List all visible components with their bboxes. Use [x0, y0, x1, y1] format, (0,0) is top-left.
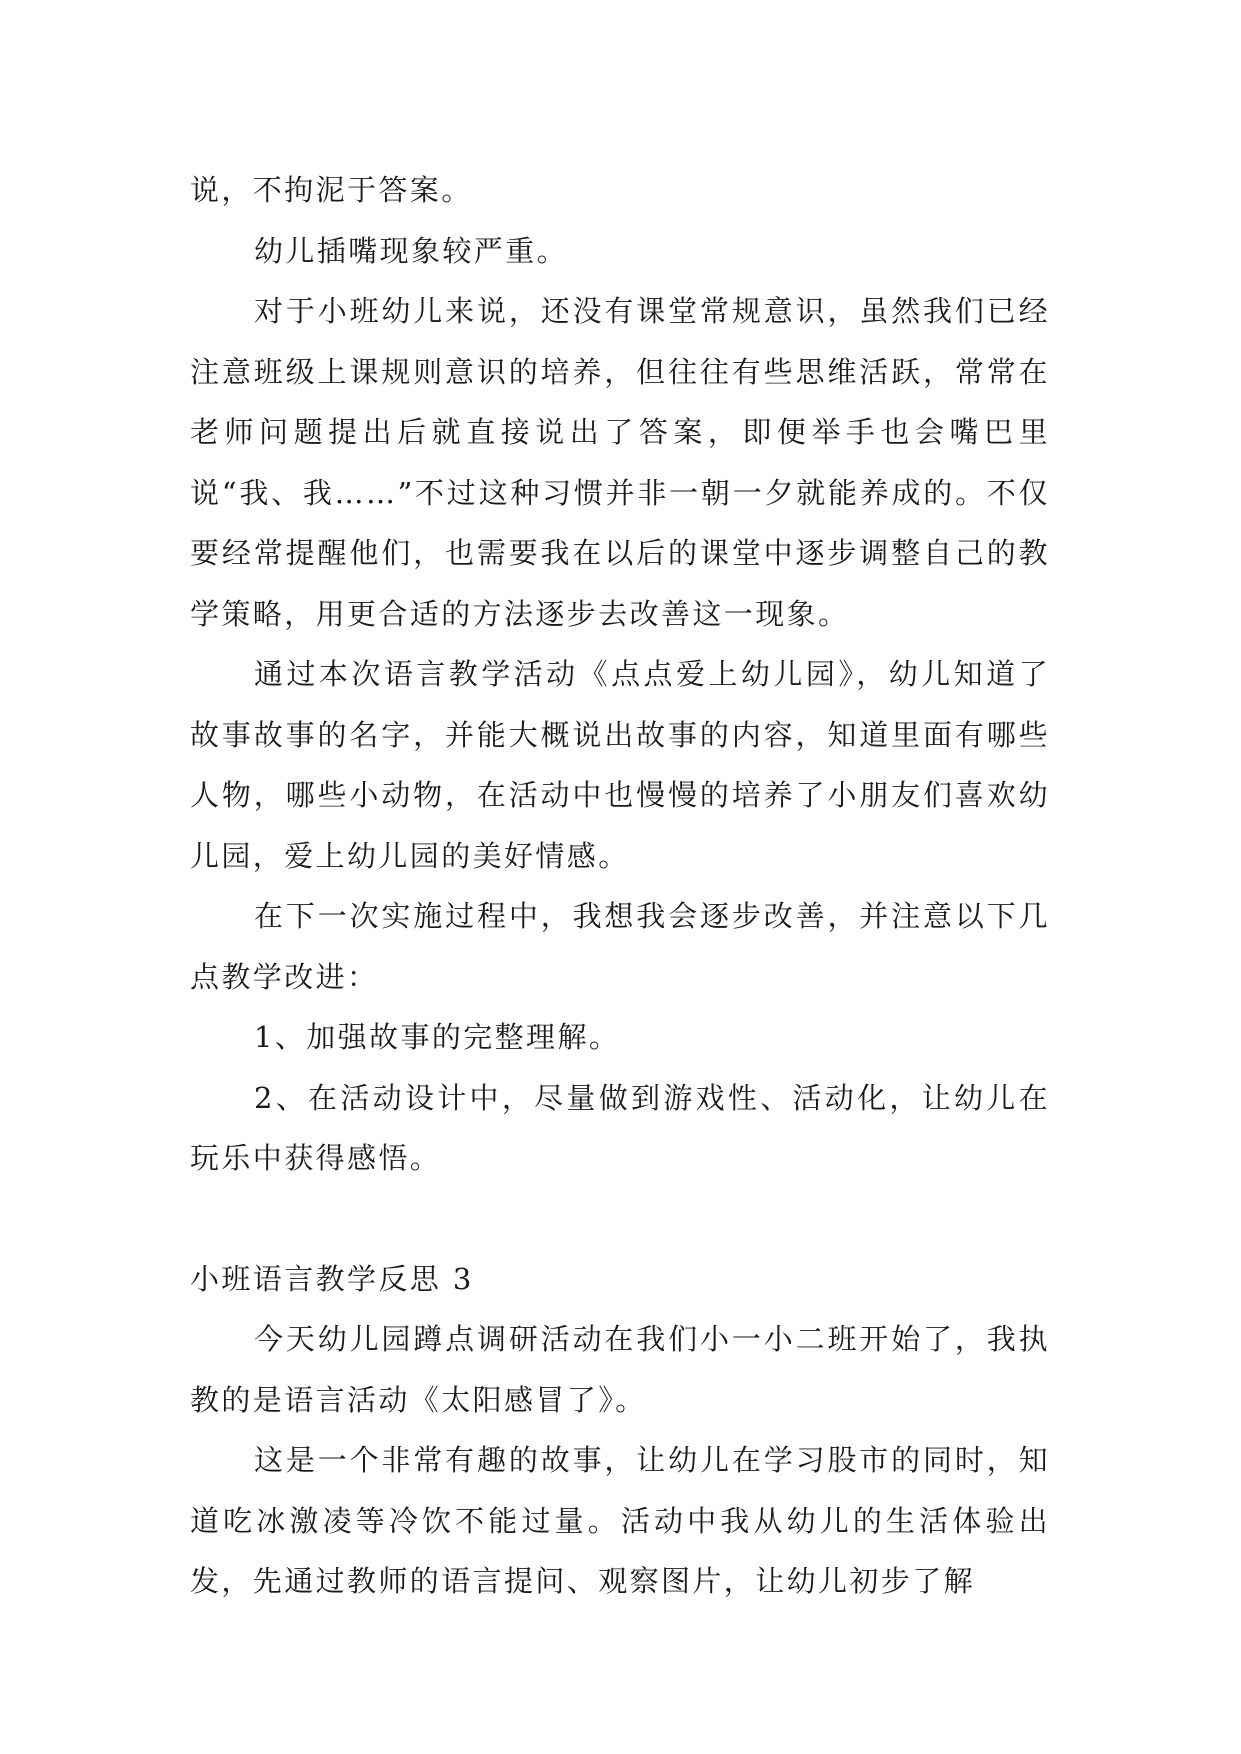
paragraph: 2、在活动设计中，尽量做到游戏性、活动化，让幼儿在玩乐中获得感悟。 [190, 1080, 1050, 1175]
paragraph: 1、加强故事的完整理解。 [254, 1020, 621, 1054]
paragraph: 通过本次语言教学活动《点点爱上幼儿园》，幼儿知道了故事故事的名字，并能大概说出故事的内容，知道里面有哪些人物，哪些小动物，在活动中也慢慢的培养了小朋友们喜欢幼儿园，爱上幼儿园的美好情感。 [190, 657, 1050, 873]
blank-line [190, 1189, 1050, 1249]
paragraph: 对于小班幼儿来说，还没有课堂常规意识，虽然我们已经注意班级上课规则意识的培养，但往往有些思维活跃，常常在老师问题提出后就直接说出了答案，即便举手也会嘴巴里说“我、我……”不过这种习惯并非一朝一夕就能养成的。不仅要经常提醒他们，也需要我在以后的课堂中逐步调整自己的教学策略，用更合适的方法逐步去改善这一现象。 [190, 294, 1050, 631]
paragraph: 这是一个非常有趣的故事，让幼儿在学习股市的同时，知道吃冰激凌等冷饮不能过量。活动中我从幼儿的生活体验出发，先通过教师的语言提问、观察图片，让幼儿初步了解 [190, 1443, 1050, 1598]
paragraph: 今天幼儿园蹲点调研活动在我们小一小二班开始了，我执教的是语言活动《太阳感冒了》。 [190, 1322, 1050, 1417]
document-body [190, 160, 1050, 1612]
paragraph: 说，不拘泥于答案。 [190, 173, 473, 207]
section-title: 小班语言教学反思 3 [190, 1261, 474, 1296]
paragraph: 幼儿插嘴现象较严重。 [254, 233, 569, 268]
paragraph: 在下一次实施过程中，我想我会逐步改善，并注意以下几点教学改进： [190, 899, 1050, 994]
